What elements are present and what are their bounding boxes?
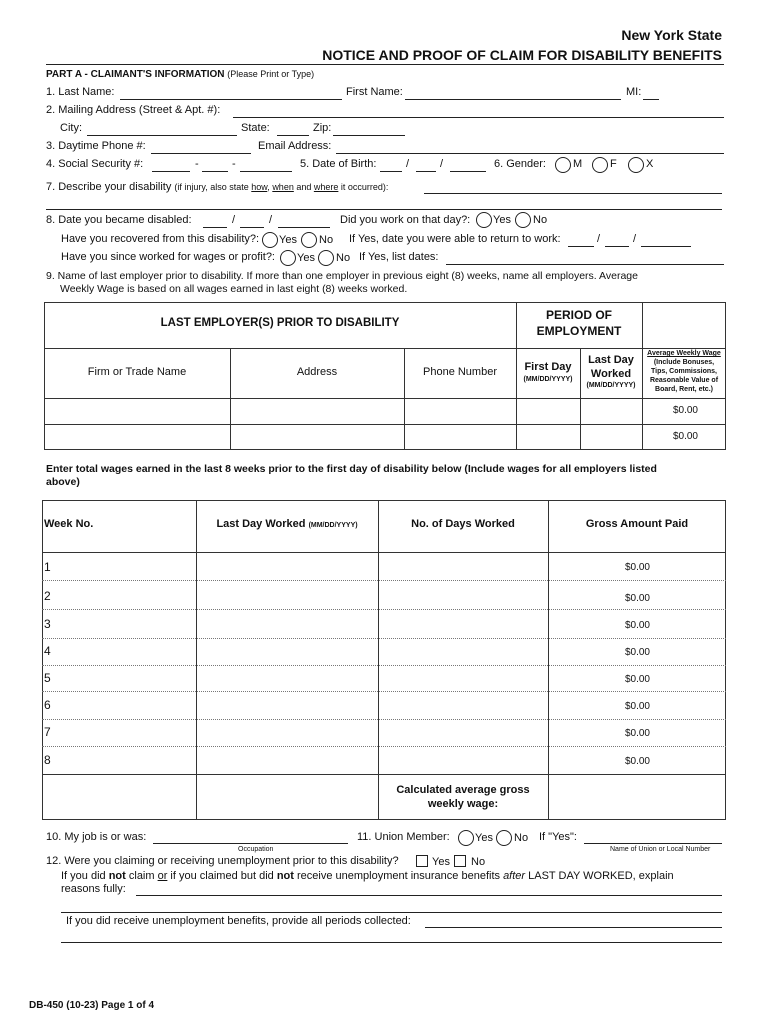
employer-table-title: LAST EMPLOYER(S) PRIOR TO DISABILITY <box>160 317 400 329</box>
zip-field[interactable] <box>333 135 405 136</box>
employer-row-1-wage[interactable]: $0.00 <box>672 405 698 416</box>
union-name-field[interactable] <box>584 843 722 844</box>
worked-since-no-label: No <box>336 252 351 264</box>
col-week-header: Week No. <box>44 518 94 530</box>
recovered-yes-label: Yes <box>279 234 297 246</box>
col-phone-header: Phone Number <box>423 366 497 378</box>
recovered-no-label: No <box>319 234 334 246</box>
date-disabled-slash-2: / <box>269 214 273 226</box>
week-row-5-number: 5 <box>44 671 51 685</box>
union-name-caption: Name of Union or Local Number <box>610 846 711 853</box>
ssn-dash-2: - <box>232 158 236 170</box>
week-row-4-amount[interactable]: $0.00 <box>624 647 650 658</box>
list-dates-label: If Yes, list dates: <box>359 251 439 263</box>
date-disabled-label: 8. Date you became disabled: <box>46 214 192 226</box>
worked-since-yes-label: Yes <box>297 252 315 264</box>
col-firm-header: Firm or Trade Name <box>87 366 187 378</box>
week-row-5-amount[interactable]: $0.00 <box>624 674 650 685</box>
work-that-day-no-label: No <box>533 214 548 226</box>
gender-f-radio[interactable] <box>592 157 608 173</box>
zip-label: Zip: <box>313 122 332 134</box>
ssn-label: 4. Social Security #: <box>46 158 144 170</box>
gender-m-label: M <box>573 158 583 170</box>
employer-question-line-2: Weekly Wage is based on all wages earned in last eight (8) weeks worked. <box>60 283 408 295</box>
wages-intro-line-2: above) <box>46 476 80 488</box>
return-date-slash-2: / <box>633 233 637 245</box>
return-date-year[interactable] <box>641 246 691 247</box>
gender-label: 6. Gender: <box>494 158 546 170</box>
job-label: 10. My job is or was: <box>46 831 147 843</box>
week-row-1-amount[interactable]: $0.00 <box>624 562 650 573</box>
week-row-3-number: 3 <box>44 617 51 631</box>
return-date-label: If Yes, date you were able to return to work: <box>349 233 561 245</box>
gender-x-radio[interactable] <box>628 157 644 173</box>
avg-weekly-wage-label-b: weekly wage: <box>427 798 499 810</box>
periods-field-2[interactable] <box>61 942 722 943</box>
week-row-6-number: 6 <box>44 698 51 712</box>
period-header-a: PERIOD OF <box>545 308 612 322</box>
first-name-label: First Name: <box>346 86 403 98</box>
last-name-label: 1. Last Name: <box>46 86 115 98</box>
avg-weekly-wage-label-a: Calculated average gross <box>396 784 530 796</box>
recovered-label: Have you recovered from this disability?: <box>61 233 260 245</box>
dob-year-field[interactable] <box>450 171 486 172</box>
col-wage-header-a: Average Weekly Wage <box>647 350 721 357</box>
dob-slash-1: / <box>406 158 410 170</box>
describe-field-2[interactable] <box>46 209 722 210</box>
job-field[interactable] <box>153 843 348 844</box>
col-first-day-format: (MM/DD/YYYY) <box>523 376 573 383</box>
week-row-7-amount[interactable]: $0.00 <box>624 728 650 739</box>
unemployment-yes-label: Yes <box>432 856 450 868</box>
last-name-field[interactable] <box>120 99 342 100</box>
state-title: New York State <box>621 27 722 43</box>
week-row-8-number: 8 <box>44 753 51 767</box>
union-yes-radio[interactable] <box>458 830 474 846</box>
dob-slash-2: / <box>440 158 444 170</box>
col-wage-header-c: Tips, Commissions, <box>651 368 717 375</box>
work-that-day-yes-label: Yes <box>493 214 511 226</box>
work-that-day-label: Did you work on that day?: <box>340 214 471 226</box>
unemployment-no-checkbox[interactable] <box>454 855 466 867</box>
gender-f-label: F <box>610 158 617 170</box>
return-date-month[interactable] <box>568 246 594 247</box>
city-field[interactable] <box>87 135 237 136</box>
worked-since-yes-radio[interactable] <box>280 250 296 266</box>
date-disabled-slash-1: / <box>232 214 236 226</box>
week-row-1-number: 1 <box>44 560 51 574</box>
phone-label: 3. Daytime Phone #: <box>46 140 146 152</box>
col-first-day-header: First Day <box>524 361 572 373</box>
describe-field-1[interactable] <box>424 193 722 194</box>
col-wage-header-e: Board, Rent, etc.) <box>655 386 713 393</box>
list-dates-field[interactable] <box>446 264 724 265</box>
ssn-field-2[interactable] <box>202 171 228 172</box>
form-footer-id: DB-450 (10-23) Page 1 of 4 <box>29 1000 155 1011</box>
describe-hint: (if injury, also state how, when and where it occurred): <box>174 182 389 192</box>
part-a-title: PART A - CLAIMANT'S INFORMATION (Please Print or Type) <box>46 69 315 80</box>
week-row-4-number: 4 <box>44 644 51 658</box>
first-name-field[interactable] <box>405 99 621 100</box>
union-no-radio[interactable] <box>496 830 512 846</box>
worked-since-label: Have you since worked for wages or profit?: <box>61 251 275 263</box>
col-last-day-header-b: Worked <box>590 368 632 380</box>
ssn-field-1[interactable] <box>152 171 190 172</box>
union-no-label: No <box>514 832 529 844</box>
email-field[interactable] <box>336 153 724 154</box>
gender-x-label: X <box>646 158 654 170</box>
col-last-day-header-a: Last Day <box>588 354 634 366</box>
col-wage-header-b: (Include Bonuses, <box>653 359 715 366</box>
recovered-yes-radio[interactable] <box>262 232 278 248</box>
dob-label: 5. Date of Birth: <box>300 158 377 170</box>
return-date-slash-1: / <box>597 233 601 245</box>
explain-field-1[interactable] <box>136 895 722 896</box>
union-label: 11. Union Member: <box>357 831 450 843</box>
col-days-worked-header: No. of Days Worked <box>411 518 515 530</box>
wages-intro-line-1: Enter total wages earned in the last 8 weeks prior to the first day of disability below (Include wages for all employers listed <box>46 463 657 475</box>
week-row-2-number: 2 <box>44 589 51 603</box>
col-address-header: Address <box>296 366 338 378</box>
work-that-day-yes-radio[interactable] <box>476 212 492 228</box>
col-last-day-format: (MM/DD/YYYY) <box>586 382 636 389</box>
date-disabled-year[interactable] <box>278 227 330 228</box>
return-date-day[interactable] <box>605 246 629 247</box>
periods-label: If you did receive unemployment benefits, provide all periods collected: <box>66 915 411 927</box>
state-label: State: <box>241 122 270 134</box>
part-a-note: (Please Print or Type) <box>227 69 315 79</box>
week-row-7-number: 7 <box>44 725 51 739</box>
week-row-2-amount[interactable]: $0.00 <box>624 593 650 604</box>
mi-label: MI: <box>626 86 642 98</box>
explain-line-1: If you did not claim or if you claimed but did not receive unemployment insurance benefits after LAST DAY WORKED, explain <box>61 870 674 882</box>
email-label: Email Address: <box>258 140 332 152</box>
title-rule <box>46 64 724 65</box>
explain-line-2: reasons fully: <box>61 883 126 895</box>
gender-m-radio[interactable] <box>555 157 571 173</box>
unemployment-no-label: No <box>471 856 486 868</box>
union-yes-label: Yes <box>475 832 493 844</box>
mailing-address-field[interactable] <box>233 117 724 118</box>
work-that-day-no-radio[interactable] <box>515 212 531 228</box>
worked-since-no-radio[interactable] <box>318 250 334 266</box>
period-header-b: EMPLOYMENT <box>536 324 622 338</box>
union-if-yes-label: If "Yes": <box>539 831 577 843</box>
week-row-3-amount[interactable]: $0.00 <box>624 620 650 631</box>
form-title: NOTICE AND PROOF OF CLAIM FOR DISABILITY BENEFITS <box>322 47 722 63</box>
employer-question-line-1: 9. Name of last employer prior to disability. If more than one employer in previous eight (8) weeks, name all employers. Average <box>46 270 638 282</box>
recovered-no-radio[interactable] <box>301 232 317 248</box>
occupation-caption: Occupation <box>238 846 274 853</box>
ssn-dash-1: - <box>195 158 199 170</box>
describe-label: 7. Describe your disability (if injury, also state how, when and where it occurred): <box>46 181 389 193</box>
city-label: City: <box>60 122 82 134</box>
col-gross-header: Gross Amount Paid <box>585 518 689 530</box>
week-row-6-amount[interactable]: $0.00 <box>624 701 650 712</box>
periods-field-1[interactable] <box>425 927 722 928</box>
explain-field-2[interactable] <box>61 912 722 913</box>
phone-field[interactable] <box>151 153 251 154</box>
mailing-address-label: 2. Mailing Address (Street & Apt. #): <box>46 104 221 116</box>
week-row-8-amount[interactable]: $0.00 <box>624 756 650 767</box>
date-disabled-day[interactable] <box>240 227 264 228</box>
dob-day-field[interactable] <box>416 171 436 172</box>
date-disabled-month[interactable] <box>203 227 227 228</box>
col-last-day-worked-header: Last Day Worked (MM/DD/YYYY) <box>216 518 358 530</box>
gender-spacer <box>555 155 724 156</box>
ssn-field-3[interactable] <box>240 171 292 172</box>
dob-month-field[interactable] <box>380 171 402 172</box>
employer-row-2-wage[interactable]: $0.00 <box>672 431 698 442</box>
mi-field[interactable] <box>643 99 659 100</box>
unemployment-question: 12. Were you claiming or receiving unemployment prior to this disability? <box>46 855 399 867</box>
col-wage-header-d: Reasonable Value of <box>649 377 719 384</box>
state-field[interactable] <box>277 135 309 136</box>
unemployment-yes-checkbox[interactable] <box>416 855 428 867</box>
